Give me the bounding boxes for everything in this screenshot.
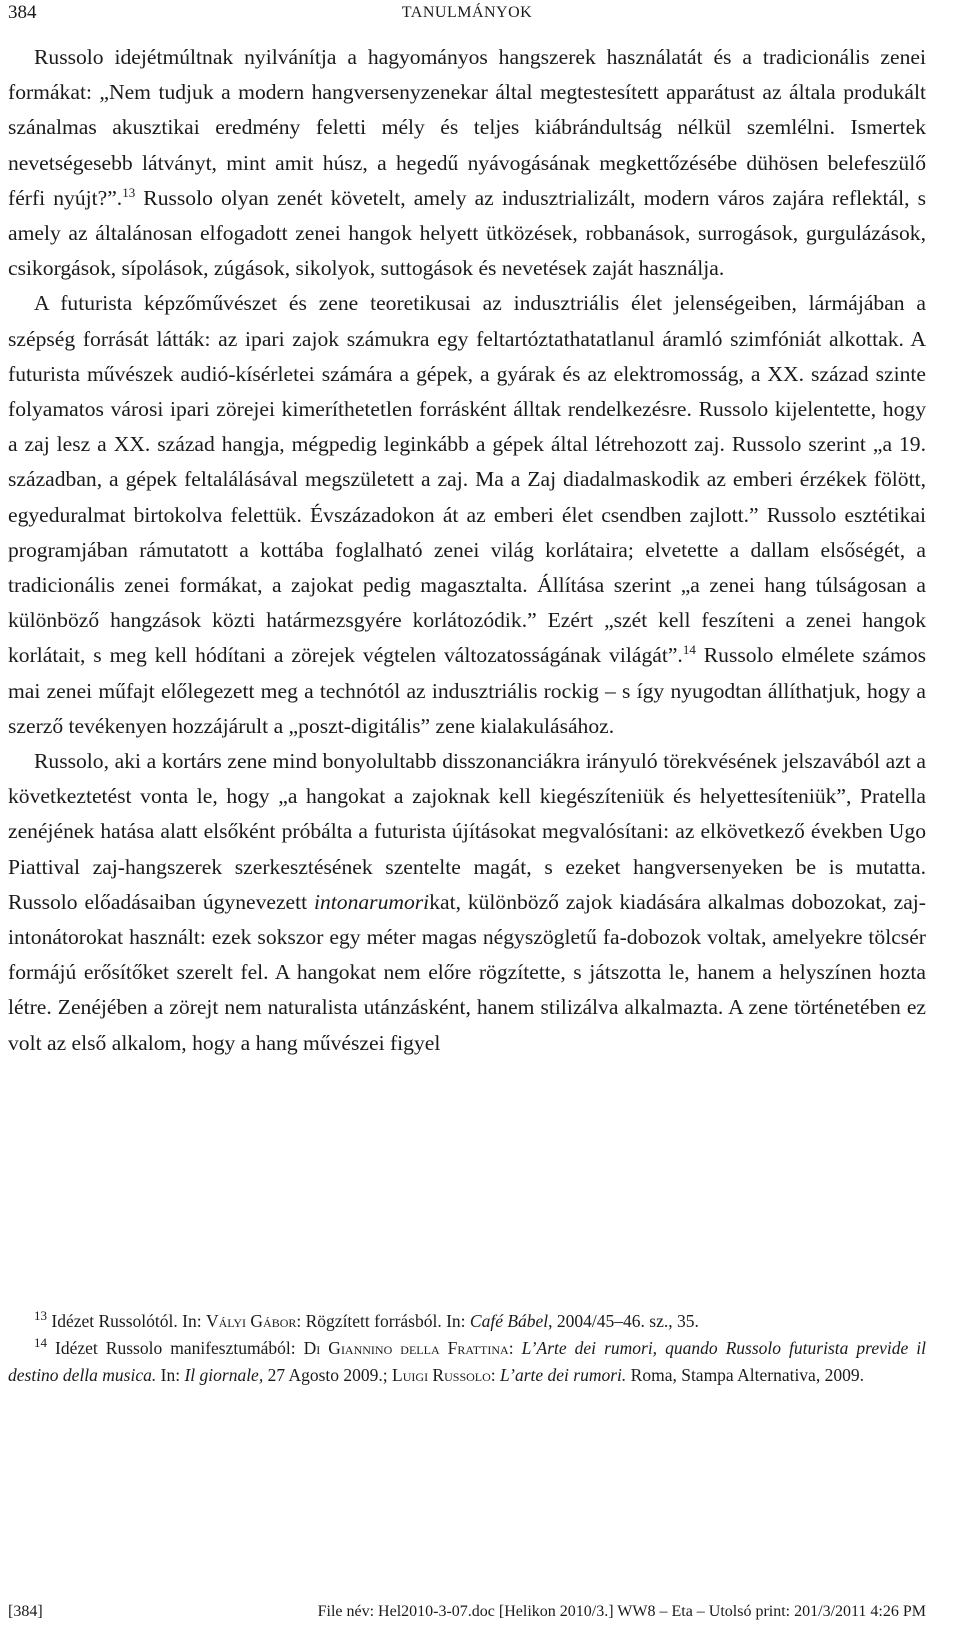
- footnote-14: [8, 1335, 926, 1389]
- footnote-14-author: Di Giannino della Frattina: [303, 1338, 509, 1358]
- footnote-13-journal: Café Bábel: [469, 1311, 549, 1331]
- paragraph-3-italic-term: intonarumori: [314, 889, 430, 914]
- footnote-ref-14[interactable]: 14: [682, 642, 696, 658]
- footnote-14-title: L’Arte dei rumori, quando Russolo futurista previde il destino della musica.: [8, 1338, 926, 1385]
- paragraph-3-text-b: kat, különböző zajok kiadására alkalmas dobozokat, zaj-intonátorokat használt: ezek sokszor egy méter magas négyszögletű fa-dobozok voltak, amelyekre tölcsér formájú erősítőket szerelt fel. A hangokat nem előre rögzítette, s játszotta le, hanem a helyszínen hozta létre. Zenéjében a zörejt nem naturalista utánzásként, hanem stilizálva alkalmazta. A zene történetében ez volt az első alkalom, hogy a hang művészei figyel: [8, 889, 926, 1055]
- section-title: TANULMÁNYOK: [401, 4, 533, 21]
- paragraph-3: [8, 744, 926, 1061]
- footnote-14-text-5: :: [490, 1365, 501, 1385]
- footnote-13-author: Vályi Gábor: [205, 1311, 297, 1331]
- footnote-14-text-3: In:: [156, 1365, 185, 1385]
- body-text: [8, 40, 926, 1061]
- footnote-14-title-2: L’arte dei rumori.: [500, 1365, 627, 1385]
- footnote-13: [8, 1308, 926, 1335]
- footnote-14-journal: Il giornale,: [184, 1365, 264, 1385]
- footnote-13-text: Idézet Russolótól. In:: [47, 1311, 206, 1331]
- footnote-14-text-4: 27 Agosto 2009.;: [263, 1365, 393, 1385]
- paragraph-1-text-a: Russolo idejétmúltnak nyilvánítja a hagyományos hangszerek használatát és a tradicionális zenei formákat: „Nem tudjuk a modern hangversenyzenekar által megtestesített apparátust az általa produkált szánalmas akusztikai eredmény feletti mély és teljes kiábrándultság nélkül szemlélni. Ismertek nevetségesebb látványt, mint amit húsz, a hegedű nyávogásának megkettőzésébe dühösen belefeszülő férfi nyújt?”.: [8, 45, 926, 210]
- page-footer: [8, 1600, 926, 1624]
- footer-file-info: File név: Hel2010-3-07.doc [Helikon 2010/3.] WW8 – Eta – Utolsó print: 201/3/2011 4:26 PM: [317, 1603, 926, 1620]
- paragraph-2-text-a: A futurista képzőművészet és zene teoretikusai az indusztriális élet jelenségeiben, lármájában a szépség forrását látták: az ipari zajok számukra egy feltartóztathatatlanul áramló szimfóniát alkottak. A futurista művészek audió-kísérletei számára a gépek, a gyárak és az elektromosság, a XX. század szinte folyamatos városi ipari zörejei kimeríthetetlen forrásként álltak rendelkezésre. Russolo kijelentette, hogy a zaj lesz a XX. század hangja, mégpedig leginkább a gépek által létrehozott zaj. Russolo szerint „a 19. században, a gépek feltalálásával megszületett a zaj. Ma a Zaj diadalmaskodik az emberi érzékek fölött, egyeduralmat birtokolva felettük. Évszázadokon át az emberi élet csendben zajlott.” Russolo esztétikai programjában rámutatott a kottába foglalható zenei világ korlátaira; elvetette a dallam elsőségét, a tradicionális zenei formákat, a zajokat pedig magasztalta. Állítása szerint „a zenei hang túlságosan a különböző hangzások közti határmezsgyére korlátozódik.” Ezért „szét kell feszíteni a zenei hangok korlátait, s meg kell hódítani a zörejek végtelen változatosságának világát”.: [8, 291, 926, 668]
- footer-page-number: [384]: [8, 1603, 43, 1620]
- footnote-14-author-2: Luigi Russolo: [392, 1365, 491, 1385]
- footnote-ref-13[interactable]: 13: [122, 184, 136, 200]
- footnote-14-text: Idézet Russolo manifesztumából:: [47, 1338, 304, 1358]
- running-head: [8, 0, 926, 26]
- paragraph-1-text-b: Russolo olyan zenét követelt, amely az indusztrializált, modern város zajára reflektál, s amely az általánosan elfogadott zenei hangok helyett ütközések, robbanások, surrogások, gurgulázások, csikorgások, sípolások, zúgások, sikolyok, suttogások és nevetések zaját használja.: [8, 185, 926, 281]
- footnote-14-text-2: :: [508, 1338, 522, 1358]
- footnote-13-text-3: , 2004/45–46. sz., 35.: [548, 1311, 699, 1331]
- footnote-13-number: 13: [34, 1308, 47, 1324]
- paragraph-2: [8, 286, 926, 744]
- footnotes: [8, 1308, 926, 1389]
- paragraph-2-text-b: Russolo elmélete számos mai zenei műfajt előlegezett meg a technótól az indusztriális rockig – s így nyugodtan állíthatjuk, hogy a szerző tevékenyen hozzájárult a „poszt-digitális” zene kialakulásához.: [8, 643, 926, 738]
- paragraph-1: [8, 40, 926, 286]
- footnote-13-text-2: : Rögzített forrásból. In:: [296, 1311, 470, 1331]
- footnote-14-text-6: Roma, Stampa Alternativa, 2009.: [626, 1365, 864, 1385]
- footnote-14-number: 14: [34, 1335, 47, 1351]
- page-number: 384: [8, 2, 37, 23]
- paragraph-3-text-a: Russolo, aki a kortárs zene mind bonyolultabb disszonanciákra irányuló törekvésének jelszavából azt a következtetést vonta le, hogy „a hangokat a zajoknak kell kiegészíteniük és helyettesíteniük”, Pratella zenéjének hatása alatt elsőként próbálta a futurista újításokat megvalósítani: az elkövetkező években Ugo Piattival zaj-hangszerek szerkesztésének szentelte magát, s ezeket hangversenyeken be is mutatta. Russolo előadásaiban úgynevezett: [8, 749, 926, 914]
